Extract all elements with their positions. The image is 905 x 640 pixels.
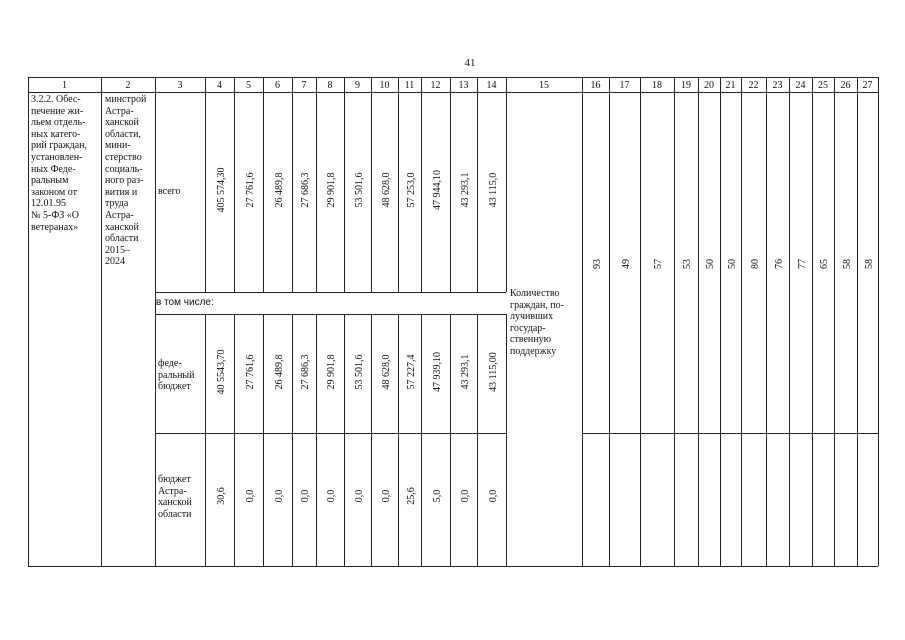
column-divider [812, 77, 813, 566]
column-divider [857, 77, 858, 566]
column-header-25: 25 [818, 80, 828, 91]
column-divider [398, 77, 399, 292]
indicator-value: 65 [819, 259, 830, 269]
column-divider [766, 77, 767, 566]
federal-value: 53 501,6 [353, 354, 365, 390]
indicator-value: 77 [796, 259, 808, 269]
column-divider [506, 314, 507, 566]
column-divider [477, 77, 478, 292]
indicator-value: 93 [591, 259, 603, 269]
total-value: 29 901,8 [326, 172, 337, 208]
column-divider [506, 77, 507, 292]
column-divider [674, 77, 675, 566]
total-value: 43 293,1 [459, 172, 471, 208]
regional-value: 25,6 [405, 487, 417, 505]
column-divider [640, 77, 641, 566]
regional-value: 30,6 [215, 487, 227, 505]
federal-value: 57 227,4 [405, 354, 417, 390]
federal-value: 27 761,6 [244, 354, 256, 390]
column-header-16: 16 [590, 80, 601, 91]
row-label-regional: бюджет Астра- ханской области [158, 474, 192, 520]
column-header-6: 6 [275, 80, 280, 91]
total-value: 48 628,0 [380, 172, 392, 208]
column-divider [292, 77, 293, 292]
column-header-15: 15 [539, 80, 549, 91]
row-label-total: всего [158, 186, 181, 197]
column-header-24: 24 [795, 80, 806, 91]
indicator-value: 49 [620, 259, 632, 269]
regional-value: 5,0 [431, 489, 443, 503]
column-divider [450, 314, 451, 566]
total-value: 26 489,8 [273, 172, 285, 208]
total-value: 27 686,3 [300, 172, 311, 208]
column-header-3: 3 [177, 80, 183, 91]
column-divider [834, 77, 835, 566]
column-divider [421, 77, 422, 292]
column-header-7: 7 [301, 80, 307, 91]
column-header-4: 4 [217, 80, 222, 91]
regional-value: 0,0 [353, 489, 365, 503]
column-divider [477, 314, 478, 566]
row-label-federal: феде- ральный бюджет [158, 358, 195, 393]
column-divider [878, 77, 879, 566]
column-divider [205, 314, 206, 566]
column-divider [398, 314, 399, 566]
column-divider [371, 77, 372, 292]
column-header-10: 10 [379, 80, 390, 91]
measure-name: 3.2.2. Обес- печение жи- льем отдель- ных катего- рий граждан, установлен- ных Феде- ральным законом от 12.01.95 № 5-ФЗ «О ветеранах» [31, 94, 88, 233]
column-divider [609, 77, 610, 566]
federal-value: 29 901,8 [326, 354, 337, 390]
total-value: 43 115,0 [487, 172, 499, 208]
column-divider [720, 77, 721, 566]
regional-value: 0,0 [244, 489, 256, 503]
column-divider [371, 314, 372, 566]
column-header-2: 2 [125, 80, 131, 91]
federal-value: 43 293,1 [459, 354, 471, 390]
column-divider [28, 77, 29, 566]
federal-value: 27 686,3 [300, 354, 311, 390]
column-header-13: 13 [458, 80, 469, 91]
indicator-value: 80 [749, 259, 761, 269]
column-divider [263, 314, 264, 566]
indicator-value: 57 [653, 259, 664, 269]
column-header-21: 21 [725, 80, 736, 91]
regional-value: 0,0 [326, 489, 337, 503]
regional-value: 0,0 [487, 489, 499, 503]
indicator-name: Количество граждан, по- лучивших государ- ственную поддержку [510, 288, 565, 357]
column-header-1: 1 [62, 80, 67, 91]
column-header-9: 9 [355, 80, 360, 91]
regional-value: 0,0 [380, 489, 392, 503]
column-header-26: 26 [840, 80, 851, 91]
regional-value: 0,0 [273, 489, 285, 503]
column-divider [344, 77, 345, 292]
column-divider [421, 314, 422, 566]
column-divider [316, 77, 317, 292]
page-number: 41 [464, 57, 476, 69]
federal-value: 48 628,0 [380, 354, 392, 390]
column-divider [263, 77, 264, 292]
column-header-5: 5 [246, 80, 251, 91]
column-divider [155, 77, 156, 566]
regional-value: 0,0 [459, 489, 471, 503]
federal-value: 40 5543,70 [215, 349, 227, 395]
column-header-20: 20 [704, 80, 714, 91]
column-header-11: 11 [404, 80, 415, 91]
table-border-bottom [28, 566, 878, 567]
total-value: 53 501,6 [353, 172, 365, 208]
column-header-19: 19 [681, 80, 691, 91]
row-divider [155, 292, 506, 293]
column-divider [582, 77, 583, 566]
column-divider [101, 77, 102, 566]
regional-value: 0,0 [300, 489, 311, 503]
indicator-value: 58 [863, 259, 875, 269]
column-divider [205, 77, 206, 292]
column-divider [234, 77, 235, 292]
column-header-18: 18 [652, 80, 662, 91]
column-header-12: 12 [430, 80, 441, 91]
indicator-value: 76 [773, 259, 785, 269]
total-value: 57 253,0 [405, 172, 417, 208]
indicator-value: 50 [705, 259, 716, 269]
total-value: 27 761,6 [244, 172, 256, 208]
column-header-22: 22 [748, 80, 759, 91]
total-value: 405 574,30 [215, 167, 227, 213]
executor-and-period: минстрой Астра- ханской области, мини- стерство социаль- ного раз- вития и труда Астра- ханской области 2015– 2024 [105, 94, 147, 268]
column-divider [292, 314, 293, 566]
column-header-23: 23 [772, 80, 783, 91]
indicator-value: 50 [726, 259, 738, 269]
column-header-27: 27 [862, 80, 873, 91]
column-divider [450, 77, 451, 292]
column-header-8: 8 [327, 80, 333, 91]
column-divider [789, 77, 790, 566]
federal-value: 26 489,8 [273, 354, 285, 390]
column-header-17: 17 [619, 80, 630, 91]
row-divider [155, 433, 506, 434]
column-divider [344, 314, 345, 566]
indicator-value: 58 [841, 259, 853, 269]
column-divider [741, 77, 742, 566]
column-divider [234, 314, 235, 566]
column-divider [698, 77, 699, 566]
indicator-value: 53 [682, 259, 693, 269]
federal-value: 47 939,10 [431, 352, 443, 392]
column-header-14: 14 [486, 80, 497, 91]
federal-value: 43 115,00 [487, 352, 499, 392]
row-label-including: в том числе: [156, 297, 214, 308]
column-divider [316, 314, 317, 566]
total-value: 47 944,10 [431, 170, 443, 210]
